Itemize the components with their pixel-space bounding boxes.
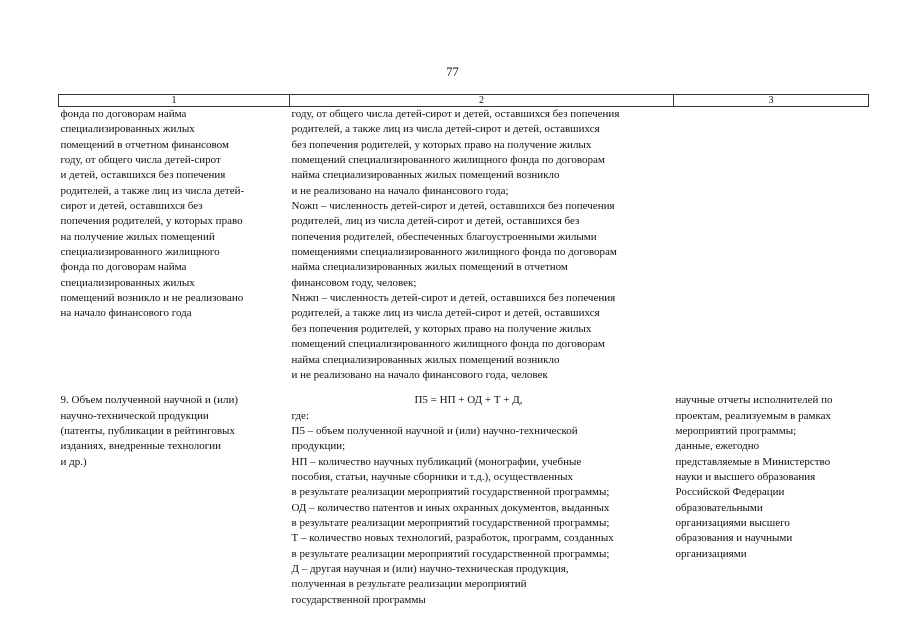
text-line: фонда по договорам найма [60,108,187,120]
column-header-2: 2 [290,95,674,107]
text-line: без попечения родителей, у которых право на получение жилых [291,138,592,151]
text-line: проектам, реализуемым в рамках [675,409,832,422]
text-line: данные, ежегодно [675,440,760,453]
text-line: НП – количество научных публикаций (монографии, учебные [291,455,582,468]
text-line: помещений специализированного жилищного фонда по договорам [291,338,605,351]
text-line: организациями [675,547,747,560]
text-line: финансовом году, человек; [291,276,417,289]
data-source-cell [674,393,869,608]
text-line: сирот и детей, оставшихся без [60,200,203,213]
text-line: году, от общего числа детей-сирот [60,154,221,167]
column-header-1: 1 [59,95,290,107]
text-line: научно-технической продукции [60,409,209,422]
text-line: 9. Объем полученной научной и (или) [60,394,239,407]
text-line: пособия, статьи, научные сборники и т.д.), осуществленных [291,470,574,483]
text-line: ОД – количество патентов и иных охранных документов, выданных [291,501,610,514]
text-line: попечения родителей, обеспеченных благоустроенными жилыми [291,230,597,243]
table-header-row [59,95,869,107]
text-line: найма специализированных жилых помещений в отчетном [291,261,568,274]
text-line: в результате реализации мероприятий государственной программы; [291,516,610,529]
text-line: помещений в отчетном финансовом [60,138,229,151]
data-source-cell [674,107,869,384]
text-line: государственной программы [291,593,426,606]
table-row-9 [59,393,869,608]
column-header-3: 3 [674,95,869,107]
text-line: образования и научными [675,532,793,545]
text-line: фонда по договорам найма [60,261,187,274]
text-line: (патенты, публикации в рейтинговых [60,424,235,437]
text-line: и детей, оставшихся без попечения [60,169,226,182]
text-line: помещений специализированного жилищного фонда по договорам [291,154,605,167]
text-line: на получение жилых помещений [60,230,215,243]
text-line: науки и высшего образования [675,470,816,483]
text-line: Nнжп – численность детей-сирот и детей, оставшихся без попечения [291,292,616,305]
text-line: Т – количество новых технологий, разработок, программ, созданных [291,532,614,545]
text-line: полученная в результате реализации мероприятий [291,578,527,591]
text-line: найма специализированных жилых помещений возникло [291,353,560,366]
text-line: родителей, лиц из числа детей-сирот и детей, оставшихся без [291,215,580,228]
formula: П5 = НП + ОД + Т + Д, [414,394,523,407]
indicator-name-cell [59,107,290,384]
text-line: специализированных жилых [60,123,195,136]
text-line: продукции; [291,440,346,453]
text-line: представляемые в Министерство [675,455,831,468]
text-line: помещений возникло и не реализовано [60,292,244,305]
text-line: и не реализовано на начало финансового года, человек [291,368,548,381]
text-line: родителей, а также лиц из числа детей-сирот и детей, оставшихся [291,123,600,136]
row-spacer [59,383,869,393]
text-line: году, от общего числа детей-сирот и детей, оставшихся без попечения [291,108,620,120]
text-line: найма специализированных жилых помещений возникло [291,169,560,182]
text-line: Д – другая научная и (или) научно-техническая продукция, [291,562,569,575]
text-line: Российской Федерации [675,486,785,499]
indicator-name-cell [59,393,290,608]
text-line: специализированных жилых [60,276,195,289]
text-line: попечения родителей, у которых право [60,215,243,228]
table-row-continuation [59,107,869,384]
calculation-method-cell [290,393,674,608]
text-line: и др.) [60,455,87,468]
text-line: организациями высшего [675,516,790,529]
text-line: родителей, а также лиц из числа детей- [60,184,245,197]
text-line: родителей, а также лиц из числа детей-сирот и детей, оставшихся [291,307,600,320]
formula-explanation [292,409,674,608]
text-line: в результате реализации мероприятий государственной программы; [291,547,610,560]
text-line: в результате реализации мероприятий государственной программы; [291,486,610,499]
indicator-table [58,94,869,608]
text-line: без попечения родителей, у которых право на получение жилых [291,322,592,335]
text-line: изданиях, внедренные технологии [60,440,221,453]
text-line: мероприятий программы; [675,424,797,437]
calculation-method-cell [290,107,674,384]
text-line: научные отчеты исполнителей по [675,394,833,407]
page-number: 77 [446,65,459,79]
text-line: Nожп – численность детей-сирот и детей, оставшихся без попечения [291,200,615,213]
text-line: и не реализовано на начало финансового года; [291,184,509,197]
text-line: П5 – объем полученной научной и (или) научно-технической [291,424,578,437]
text-line: помещениями специализированного жилищного фонда по договорам [291,246,617,259]
text-line: специализированного жилищного [60,246,220,259]
text-line: образовательными [675,501,763,514]
text-line: на начало финансового года [60,307,192,320]
text-line: где: [291,409,309,422]
